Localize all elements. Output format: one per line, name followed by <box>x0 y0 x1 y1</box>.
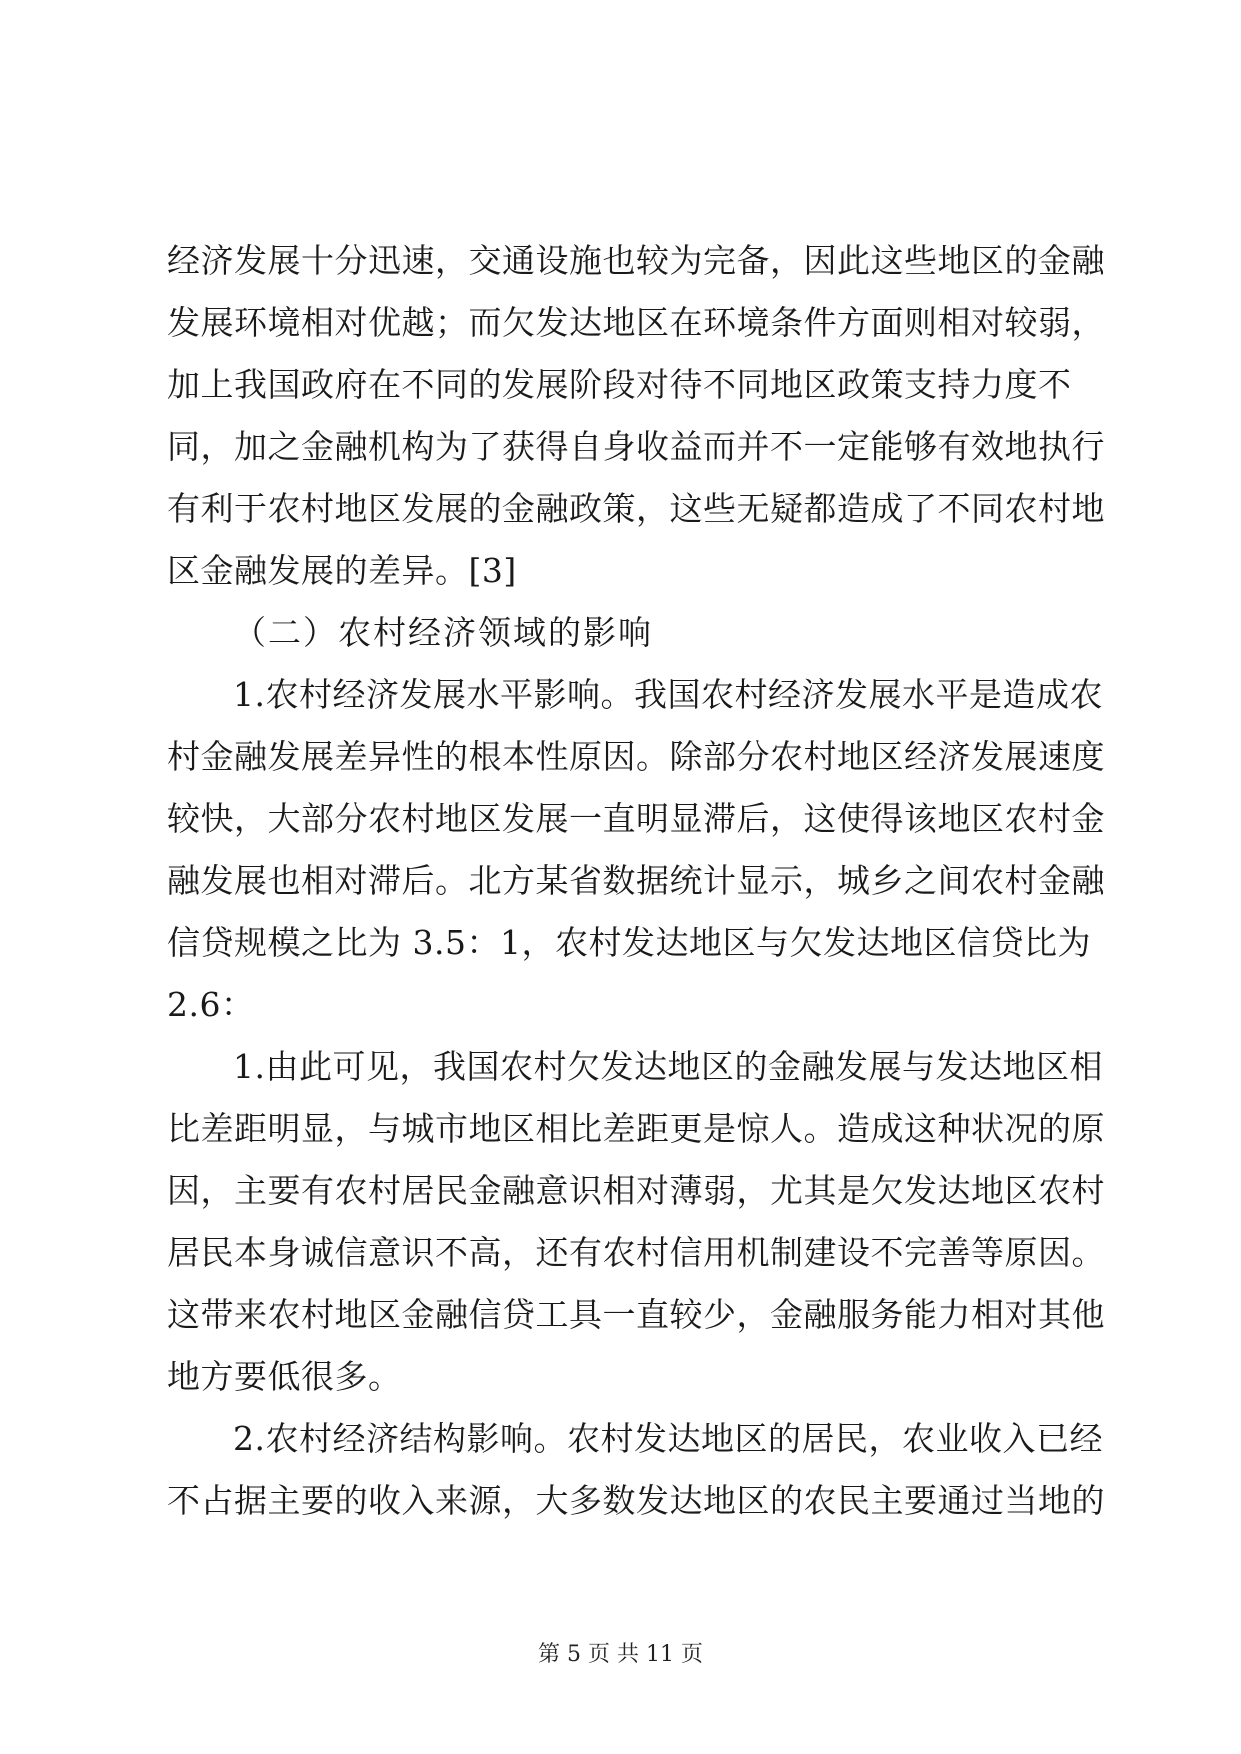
text-line: 发展环境相对优越；而欠发达地区在环境条件方面则相对较弱， <box>167 303 1105 342</box>
text-line: 2.6： <box>167 985 255 1024</box>
paragraph <box>167 664 1105 1036</box>
text-line: 加上我国政府在不同的发展阶段对待不同地区政策支持力度不 <box>167 365 1072 404</box>
text-line: 有利于农村地区发展的金融政策，这些无疑都造成了不同农村地 <box>167 489 1105 528</box>
text-line: 经济发展十分迅速，交通设施也较为完备，因此这些地区的金融 <box>167 241 1105 280</box>
text-line: 区金融发展的差异。[3] <box>167 551 517 590</box>
document-body <box>167 230 1105 1532</box>
text-line: 比差距明显，与城市地区相比差距更是惊人。造成这种状况的原 <box>167 1109 1105 1148</box>
text-line: 较快，大部分农村地区发展一直明显滞后，这使得该地区农村金 <box>167 799 1105 838</box>
paragraph <box>167 1036 1105 1408</box>
text-line: 1.由此可见，我国农村欠发达地区的金融发展与发达地区相 <box>233 1047 1103 1086</box>
text-line: 2.农村经济结构影响。农村发达地区的居民，农业收入已经 <box>233 1419 1103 1458</box>
text-line: 居民本身诚信意识不高，还有农村信用机制建设不完善等原因。 <box>167 1233 1105 1272</box>
paragraph <box>167 230 1105 602</box>
text-line: 1.农村经济发展水平影响。我国农村经济发展水平是造成农 <box>233 675 1103 714</box>
text-line: 地方要低很多。 <box>167 1357 402 1396</box>
text-line: 因，主要有农村居民金融意识相对薄弱，尤其是欠发达地区农村 <box>167 1171 1105 1210</box>
section-heading <box>167 602 1077 664</box>
heading-line: （二）农村经济领域的影响 <box>233 613 653 652</box>
text-line: 融发展也相对滞后。北方某省数据统计显示，城乡之间农村金融 <box>167 861 1105 900</box>
page-number-footer: 第 5 页 共 11 页 <box>538 1642 703 1667</box>
text-line: 同，加之金融机构为了获得自身收益而并不一定能够有效地执行 <box>167 427 1105 466</box>
text-line: 信贷规模之比为 3.5：1，农村发达地区与欠发达地区信贷比为 <box>167 923 1091 962</box>
text-line: 不占据主要的收入来源，大多数发达地区的农民主要通过当地的 <box>167 1481 1105 1520</box>
text-line: 这带来农村地区金融信贷工具一直较少，金融服务能力相对其他 <box>167 1295 1105 1334</box>
paragraph <box>167 1408 1105 1532</box>
text-line: 村金融发展差异性的根本性原因。除部分农村地区经济发展速度 <box>167 737 1105 776</box>
